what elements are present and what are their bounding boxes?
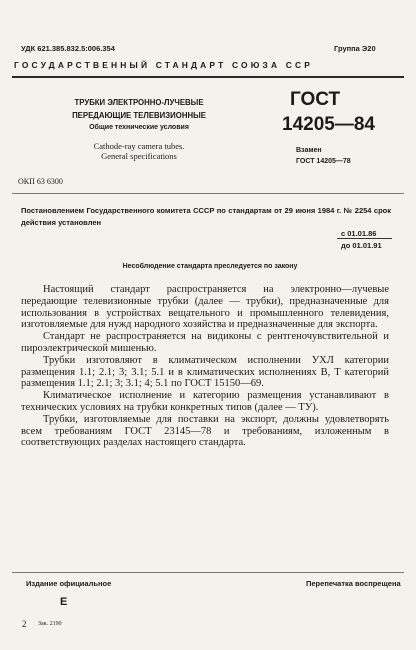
replaces-label: Взамен (296, 147, 322, 154)
footer-rule (12, 572, 404, 573)
body-text (21, 284, 389, 449)
document-title-en (44, 141, 234, 161)
body-paragraph: Климатическое исполнение и категорию размещения устанавливают в технических условиях на трубки конкретных типов (далее — ТУ). (21, 390, 389, 413)
body-paragraph: Настоящий стандарт распространяется на электронно—лучевые передающие телевизионные трубки (далее — трубки), предназначенные для использования в устройствах вещательного и промышленного телевидения, изготовляемые для нужд народного хозяйства и предназначенные для экспорта. (21, 284, 389, 331)
body-paragraph: Трубки изготовляют в климатическом исполнении УХЛ категории размещения 1.1; 2.1; 3; 3.1; 5.1 и в климатических исполнениях В, Т категорий размещения 1.1; 2.1; 3; 3.1; 4; 5.1 по ГОСТ 15150—69. (21, 354, 389, 390)
date-underline (337, 238, 392, 239)
validity-date-to: до 01.01.91 (341, 241, 382, 250)
title-en-line1: Cathode-ray camera tubes. (93, 141, 185, 151)
decree-text: Постановлением Государственного комитета СССР по стандартам от 29 июня 1984 г. № 2254 срок действия установлен (21, 206, 391, 227)
compliance-notice: Несоблюдение стандарта преследуется по закону (122, 263, 298, 270)
group-code: Группа Э20 (334, 44, 376, 53)
title-en-line2: General specifications (101, 151, 177, 161)
reprint-prohibited-label: Перепечатка воспрещена (306, 579, 401, 588)
official-edition-label: Издание официальное (26, 579, 112, 588)
title-ru-line2: ПЕРЕДАЮЩИЕ ТЕЛЕВИЗИОННЫЕ (72, 111, 206, 120)
document-subtitle: Общие технические условия (89, 124, 189, 131)
page-number: 2 (22, 619, 27, 629)
order-number: Зак. 2190 (38, 621, 62, 627)
udk-code: УДК 621.385.832.5:006.354 (21, 44, 115, 53)
header-rule (12, 76, 404, 78)
body-paragraph: Трубки, изготовляемые для поставки на экспорт, должны удовлетворять всем требованиям ГОСТ 23145—78 и требованиям, изложенным в соответствующих разделах настоящего стандарта. (21, 413, 389, 449)
okp-code: ОКП 63 6300 (18, 177, 63, 186)
validity-date-from: с 01.01.86 (341, 229, 377, 238)
section-rule (12, 193, 404, 194)
replaces-value: ГОСТ 14205—78 (296, 158, 351, 165)
document-title-ru (44, 96, 234, 122)
gost-label: ГОСТ (290, 89, 341, 110)
edition-mark: E (60, 596, 68, 608)
gost-number: 14205—84 (282, 114, 375, 135)
body-paragraph: Стандарт не распространяется на видиконы с рентгеночувствительной и пироэлектрической мишенью. (21, 331, 389, 354)
title-ru-line1: ТРУБКИ ЭЛЕКТРОННО-ЛУЧЕВЫЕ (74, 98, 204, 107)
standard-header: ГОСУДАРСТВЕННЫЙ СТАНДАРТ СОЮЗА ССР (14, 60, 314, 70)
